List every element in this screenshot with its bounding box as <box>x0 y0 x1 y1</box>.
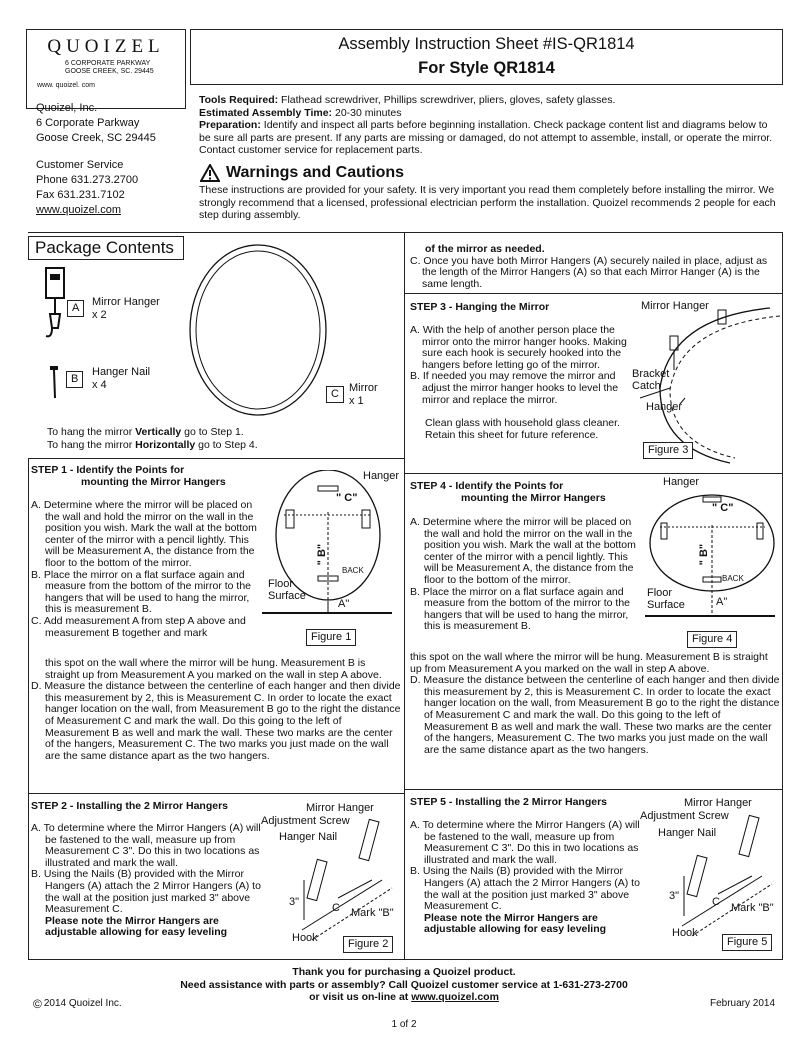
step3-b: B. If needed you may remove the mirror and adjust the mirror hanger hooks to level the mirror and replace the mirror. <box>410 370 619 406</box>
step4-text-wide <box>410 652 780 756</box>
figure-1-label: Figure 1 <box>306 629 356 646</box>
step5-title: STEP 5 - Installing the 2 Mirror Hangers <box>410 796 608 808</box>
divider <box>28 458 405 459</box>
company-name: Quoizel, Inc. <box>36 102 98 114</box>
item-b-letter: B <box>66 371 83 388</box>
step5-a: A. To determine where the Mirror Hangers (A) will be fastened to the wall, measure up from Measurement C 3". Do this in two locations as illustrated and mark the wall. <box>410 819 640 866</box>
fig5-label-3in: 3" <box>669 890 680 902</box>
step3-a: A. With the help of another person place the mirror onto the mirror hanger hooks. Making sure each hook is securely hooked into the hangers before letting go of the mirror. <box>410 324 627 371</box>
fig4-label-hanger: Hanger <box>663 476 700 488</box>
continued-bold: of the mirror as needed. <box>425 243 545 255</box>
company-city: Goose Creek, SC 29445 <box>36 132 156 144</box>
hang-v-pre: To hang the mirror <box>47 426 136 438</box>
fig3-label-bracket: Bracket <box>632 368 670 380</box>
mirror-illustration <box>184 240 334 420</box>
fig4-label-b: " B" <box>698 543 711 566</box>
copyright-icon: © <box>33 997 42 1011</box>
step1-text-wide <box>31 658 401 762</box>
warning-icon <box>200 164 220 182</box>
step3-note: Clean glass with household glass cleaner. Retain this sheet for future reference. <box>425 417 620 441</box>
logo-address <box>65 60 154 75</box>
step3-text <box>410 325 628 441</box>
fig5-label-markb: Mark "B" <box>731 902 774 914</box>
divider <box>28 458 29 960</box>
fig4-label-a: A" <box>716 596 728 608</box>
step4-c2: this spot on the wall where the mirror will be hung. Measurement B is straight up from Measurement A you marked on the wall in step A above. <box>410 651 768 675</box>
figure-5-label: Figure 5 <box>722 934 772 951</box>
hang-directions <box>47 426 258 451</box>
fig2-label-hanger-nail: Hanger Nail <box>279 831 338 843</box>
step1-c2: this spot on the wall where the mirror will be hung. Measurement B is straight up from Measurement A you marked on the wall in step A above. <box>45 657 382 681</box>
step4-b: B. Place the mirror on a flat surface again and measure from the bottom of the mirror to the hangers that will be used to hang the mirror, this is measurement B. <box>410 585 631 633</box>
fig3-label-mirror-hanger: Mirror Hanger <box>641 300 709 312</box>
fig5-label-adjustment: Adjustment Screw <box>640 810 729 822</box>
company-info <box>36 101 156 218</box>
prep-text: Identify and inspect all parts before beginning installation. Check package content list and diagrams below to be sure all parts are present. If any parts are missing or damaged, do not attempt to assemble, install, or operate the mirror. Contact customer service for replacement parts. <box>199 119 773 157</box>
fig2-label-adjustment: Adjustment Screw <box>261 815 350 827</box>
time-label: Estimated Assembly Time: <box>199 106 333 119</box>
hang-v-bold: Vertically <box>135 426 182 438</box>
logo-addr-line2: GOOSE CREEK, SC. 29445 <box>65 67 154 75</box>
hang-h-post: go to Step 4. <box>195 438 258 451</box>
step4-d: D. Measure the distance between the centerline of each hanger and then divide this measurement by 2, this is Measurement C. In order to locate the exact hanger location on the wall, from Measurement B go to the right the distance of Measurement C and mark the wall. Do this going to the left of Measurement B as well and mark the wall. These two marks are the center of the hangers, Measurement C. The two marks you just made on the wall are the same distance apart as the two hangers. <box>410 674 780 756</box>
title-box <box>190 29 783 85</box>
fig4-label-back: BACK <box>722 574 744 583</box>
step5-text <box>410 820 640 936</box>
brand-logo: QUOIZEL <box>47 36 165 57</box>
step4-title-line1: STEP 4 - Identify the Points for <box>410 480 564 492</box>
service-label: Customer Service <box>36 159 124 171</box>
tools-section <box>199 94 777 157</box>
step4-text-narrow <box>410 517 644 633</box>
divider <box>404 293 783 294</box>
fig1-label-surface: Surface <box>268 590 306 602</box>
footer-online-pre: or visit us on-line at <box>309 991 412 1004</box>
item-c-letter: C <box>326 386 344 403</box>
fig2-label-hook: Hook <box>292 932 318 944</box>
item-a-qty: x 2 <box>92 309 107 321</box>
fig2-label-c1: C <box>332 902 340 914</box>
hang-h-bold: Horizontally <box>135 438 196 451</box>
step3-title: STEP 3 - Hanging the Mirror <box>410 301 550 313</box>
item-c-qty: x 1 <box>349 395 364 407</box>
warnings-heading <box>200 163 404 182</box>
company-phone: Phone 631.273.2700 <box>36 174 139 186</box>
step1-title-line2: mounting the Mirror Hangers <box>81 476 226 488</box>
fig1-label-back: BACK <box>342 566 364 575</box>
step1-b: B. Place the mirror on a flat surface again and measure from the bottom of the mirror to the hangers that will be used to hang the mirror, this is measurement B. <box>31 568 252 616</box>
figure-4-label: Figure 4 <box>687 631 737 648</box>
fig4-label-floor: Floor <box>647 587 673 599</box>
divider <box>404 789 783 790</box>
footer-date: February 2014 <box>710 998 776 1009</box>
step2-title: STEP 2 - Installing the 2 Mirror Hangers <box>31 800 229 812</box>
package-title: Package Contents <box>28 236 184 260</box>
item-c-name: Mirror <box>349 382 378 394</box>
warnings-text: These instructions are provided for your safety. It is very important you read them completely before installing the mirror. We strongly recommend that a licensed, professional electrician perform the installation. Quoizel recommends 2 people for each step during assembly. <box>199 184 776 222</box>
step4-title-line2: mounting the Mirror Hangers <box>461 492 606 504</box>
step2-b: B. Using the Nails (B) provided with the Mirror Hangers (A) attach the 2 Mirror Hangers (A) to the wall at the position just marked 3" above Measurement C. <box>31 868 261 916</box>
fig3-label-catch: Catch <box>632 380 661 392</box>
item-a-letter: A <box>67 300 84 317</box>
footer-website-link[interactable]: www.quoizel.com <box>411 991 499 1004</box>
fig1-label-floor: Floor <box>268 578 294 590</box>
figure-2-label: Figure 2 <box>343 936 393 953</box>
fig5-label-c1: C <box>712 896 720 908</box>
fig3-label-hanger: Hanger <box>646 401 683 413</box>
company-fax: Fax 631.231.7102 <box>36 189 125 201</box>
step2-bold: Please note the Mirror Hangers are adjustable allowing for easy leveling <box>45 914 228 939</box>
page-title: Assembly Instruction Sheet #IS-QR1814 <box>338 35 635 53</box>
fig1-label-c: " C" <box>336 492 358 504</box>
item-a-name: Mirror Hanger <box>92 296 160 308</box>
copyright-text: 2014 Quoizel Inc. <box>43 998 122 1010</box>
hanger-nail-icon <box>48 364 62 400</box>
step1-d: D. Measure the distance between the centerline of each hanger and then divide this measurement by 2, this is Measurement C. In order to locate the exact hanger location on the wall, from Measurement B go to the right the distance of Measurement C and mark the wall. Do this going to the left of Measurement B as well and mark the wall. These two marks are the center of the hangers, Measurement C. The two marks you just made on the wall are the same distance apart as the two hangers. <box>31 680 401 762</box>
fig2-label-markb: Mark "B" <box>351 907 394 919</box>
page-number: 1 of 2 <box>391 1019 417 1030</box>
step4-a: A. Determine where the mirror will be placed on the wall and hold the mirror on the wall in the position you wish. Mark the wall at the bottom center of the mirror with a pencil lightly. This will be Measurement A, the distance from the floor to the bottom of the mirror. <box>410 516 636 586</box>
fig5-label-hook: Hook <box>672 927 698 939</box>
hang-v-post: go to Step 1. <box>181 426 244 438</box>
logo-web: www. quoizel. com <box>37 82 95 89</box>
divider <box>28 232 783 233</box>
fig1-label-a: A" <box>338 598 350 610</box>
continued-text <box>410 244 776 290</box>
company-website-link[interactable]: www.quoizel.com <box>36 204 121 216</box>
company-street: 6 Corporate Parkway <box>36 117 140 129</box>
item-b-qty: x 4 <box>92 379 107 391</box>
time-text: 20-30 minutes <box>332 106 402 119</box>
step2-a: A. To determine where the Mirror Hangers (A) will be fastened to the wall, measure up from Measurement C 3". Do this in two locations as illustrated and mark the wall. <box>31 822 261 869</box>
style-title: For Style QR1814 <box>418 59 555 77</box>
divider <box>28 793 405 794</box>
fig1-label-b: " B" <box>316 543 329 566</box>
fig5-label-mirror-hanger: Mirror Hanger <box>684 797 752 809</box>
step5-b: B. Using the Nails (B) provided with the Mirror Hangers (A) attach the 2 Mirror Hangers (A) to the wall at the position just marked 3" above Measurement C. <box>410 865 640 913</box>
step1-a: A. Determine where the mirror will be placed on the wall and hold the mirror on the wall in the position you wish. Mark the wall at the bottom center of the mirror with a pencil lightly. This will be Measurement A, the distance from the floor to the bottom of the mirror. <box>31 499 257 569</box>
divider <box>404 232 405 960</box>
item-b-name: Hanger Nail <box>92 366 151 378</box>
fig1-label-hanger: Hanger <box>363 470 400 482</box>
fig4-label-c: " C" <box>712 502 734 514</box>
logo-box <box>26 29 186 109</box>
fig5-label-hanger-nail: Hanger Nail <box>658 827 717 839</box>
fig2-label-mirror-hanger: Mirror Hanger <box>306 802 374 814</box>
step2-text <box>31 823 263 939</box>
tools-text: Flathead screwdriver, Phillips screwdriver, pliers, gloves, safety glasses. <box>278 94 616 106</box>
step5-bold: Please note the Mirror Hangers are adjustable allowing for easy leveling <box>424 911 607 936</box>
warnings-title: Warnings and Cautions <box>226 164 405 181</box>
divider <box>782 232 783 960</box>
hang-h-pre: To hang the mirror <box>47 438 136 451</box>
tools-label: Tools Required: <box>199 94 279 106</box>
step1-text-narrow <box>31 500 259 639</box>
copyright <box>33 997 122 1011</box>
fig2-label-3in: 3" <box>289 896 300 908</box>
step1-title-line1: STEP 1 - Identify the Points for <box>31 464 185 476</box>
continued-c: C. Once you have both Mirror Hangers (A) securely nailed in place, adjust as the length of the Mirror Hangers (A) so that each Mirror Hanger (A) is the same length. <box>410 254 768 290</box>
fig4-label-surface: Surface <box>647 599 685 611</box>
footer-thanks: Thank you for purchasing a Quoizel product. <box>292 966 516 978</box>
divider <box>404 473 783 474</box>
prep-label: Preparation: <box>199 119 261 132</box>
logo-addr-line1: 6 CORPORATE PARKWAY <box>65 60 151 67</box>
figure-3-label: Figure 3 <box>643 442 693 459</box>
step1-c1: C. Add measurement A from step A above and measurement B together and mark <box>31 614 246 639</box>
divider <box>28 959 783 960</box>
footer-assist: Need assistance with parts or assembly? Call Quoizel customer service at 1-631-273-2700 <box>180 978 628 991</box>
